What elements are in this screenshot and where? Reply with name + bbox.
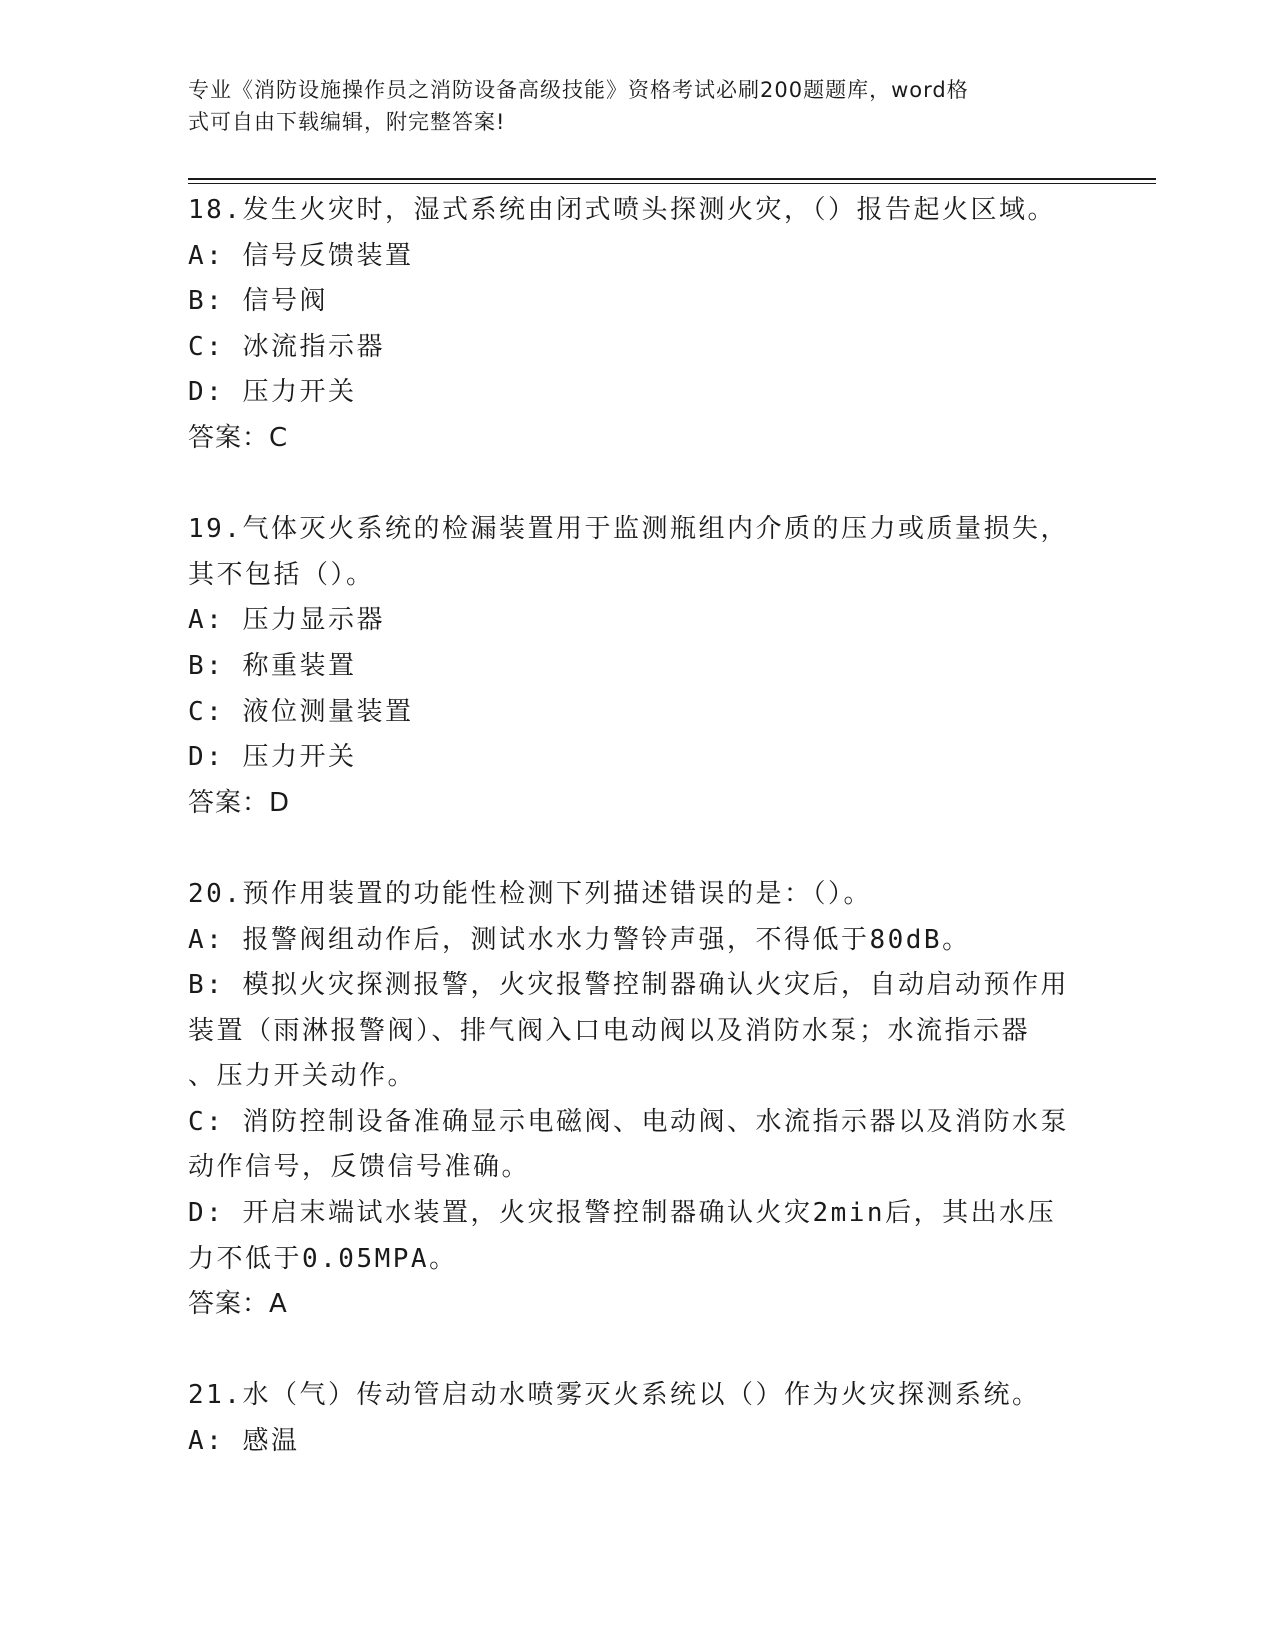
option-b-continued: 、压力开关动作。 <box>188 1061 417 1092</box>
question-list <box>188 188 1088 1465</box>
question-stem: 21.水（气）传动管启动水喷雾灭火系统以（）作为火灾探测系统。 <box>188 1380 1041 1411</box>
question-stem: 18.发生火灾时，湿式系统由闭式喷头探测火灾，（）报告起火区域。 <box>188 195 1056 225</box>
option-d: D: 压力开关 <box>188 377 357 408</box>
option-d: D: 压力开关 <box>188 742 357 773</box>
answer-label: 答案：D <box>188 787 291 818</box>
question-18 <box>188 188 1088 462</box>
question-21 <box>188 1373 1088 1464</box>
header-rule-thick <box>188 178 1156 180</box>
option-b: B: 模拟火灾探测报警，火灾报警控制器确认火灾后，自动启动预作用 <box>188 970 1069 1001</box>
option-b-continued: 装置（雨淋报警阀）、排气阀入口电动阀以及消防水泵；水流指示器 <box>188 1015 1031 1046</box>
header-line-1: 专业《消防设施操作员之消防设备高级技能》资格考试必刷200题题库，word格 <box>188 78 969 102</box>
question-spacer <box>188 462 1088 508</box>
header-line-2: 式可自由下载编辑，附完整答案! <box>188 110 506 134</box>
question-stem: 19.气体灭火系统的检漏装置用于监测瓶组内介质的压力或质量损失， <box>188 514 1069 545</box>
answer-label: 答案：C <box>188 422 289 453</box>
option-a: A: 信号反馈装置 <box>188 240 414 271</box>
question-spacer <box>188 1328 1088 1374</box>
option-a: A: 感温 <box>188 1426 300 1457</box>
option-a: A: 压力显示器 <box>188 605 385 636</box>
option-d-continued: 力不低于0.05MPA。 <box>188 1243 458 1274</box>
question-spacer <box>188 826 1088 872</box>
option-c: C: 消防控制设备准确显示电磁阀、电动阀、水流指示器以及消防水泵 <box>188 1106 1069 1137</box>
question-stem: 20.预作用装置的功能性检测下列描述错误的是：（）。 <box>188 878 872 909</box>
option-b: B: 信号阀 <box>188 286 328 317</box>
question-stem-continued: 其不包括（）。 <box>188 559 375 590</box>
option-c-continued: 动作信号，反馈信号准确。 <box>188 1152 531 1183</box>
option-c: C: 冰流指示器 <box>188 331 385 362</box>
question-19 <box>188 507 1088 826</box>
answer-label: 答案：A <box>188 1289 288 1320</box>
question-20 <box>188 872 1088 1328</box>
option-c: C: 液位测量装置 <box>188 696 414 727</box>
option-d: D: 开启末端试水装置，火灾报警控制器确认火灾2min后，其出水压 <box>188 1198 1057 1229</box>
document-header <box>188 74 1068 138</box>
option-a: A: 报警阀组动作后，测试水水力警铃声强，不得低于80dB。 <box>188 924 971 955</box>
option-b: B: 称重装置 <box>188 650 357 681</box>
header-rule-thin <box>188 183 1156 184</box>
